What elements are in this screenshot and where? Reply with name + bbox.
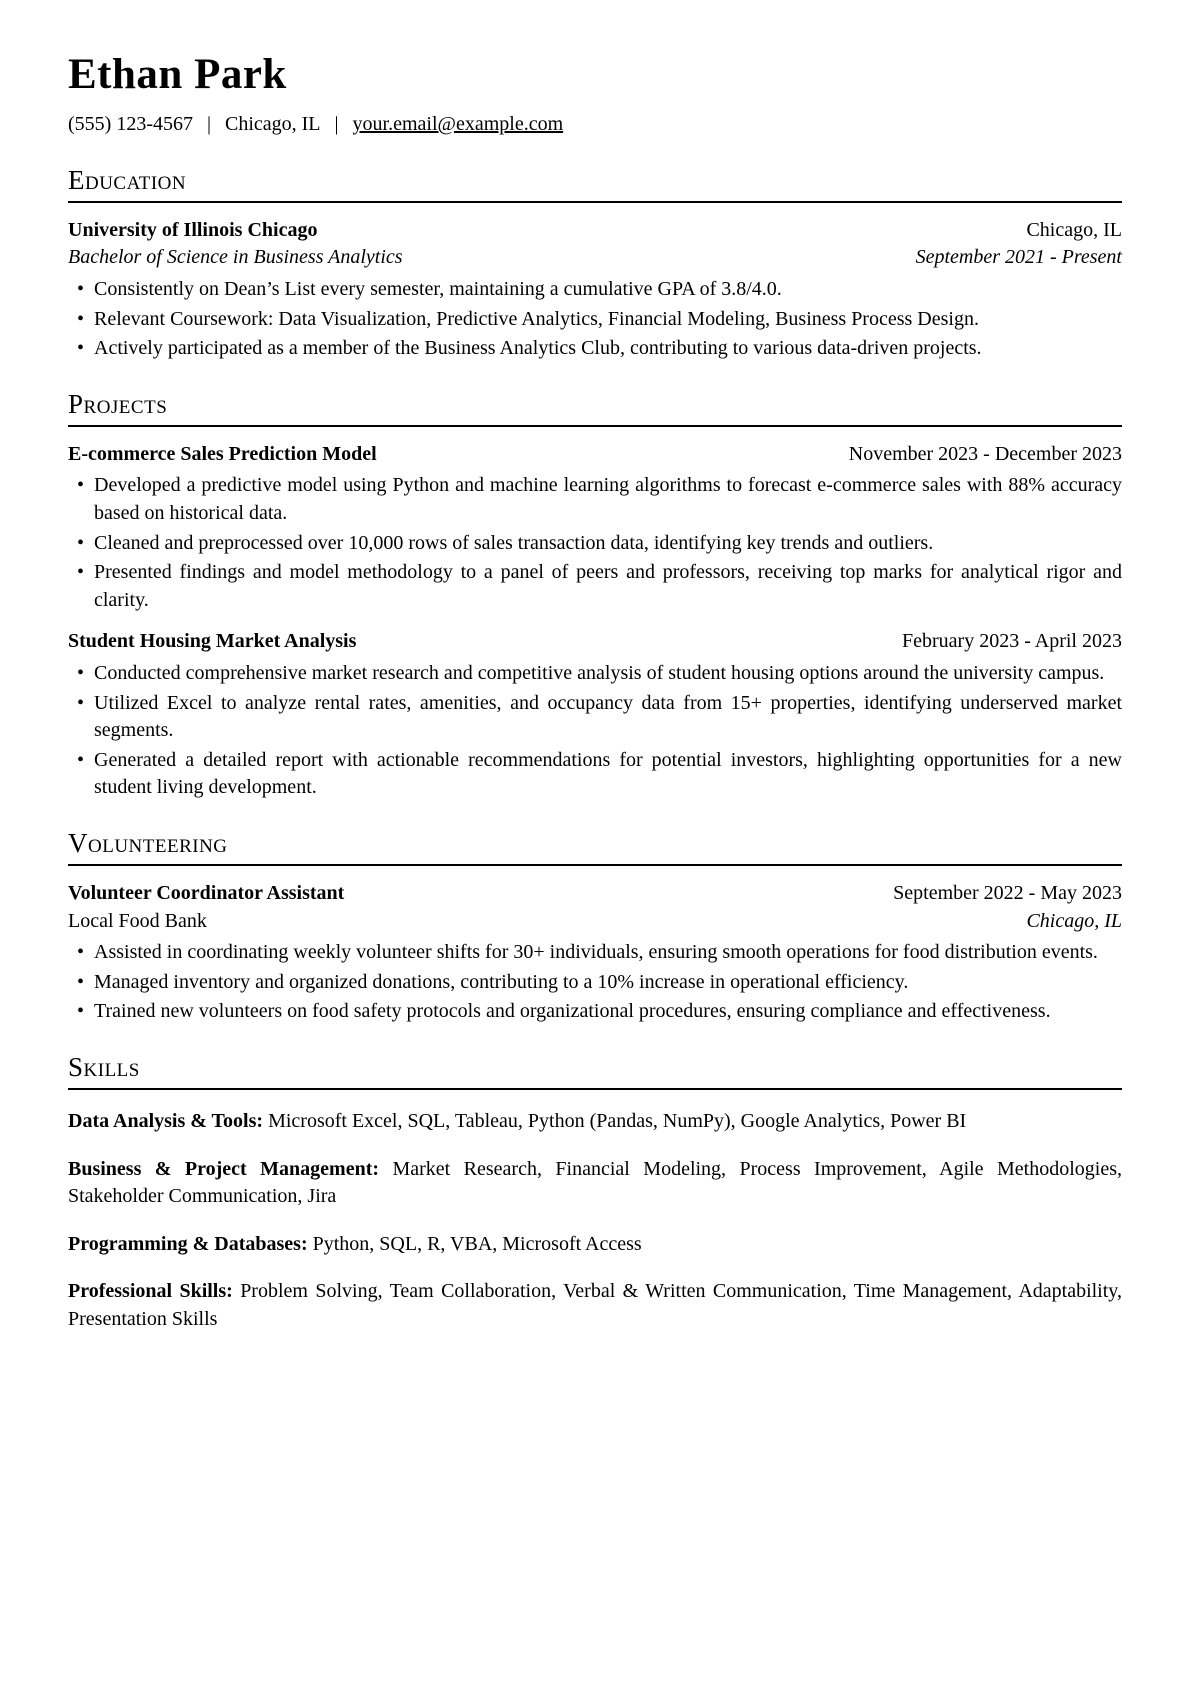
section-projects — [68, 389, 1122, 802]
bullet-item: • Cleaned and preprocessed over 10,000 rows of sales transaction data, identifying key trends and outliers. — [68, 530, 1122, 558]
skill-group — [68, 1231, 1122, 1259]
location-text: Chicago, IL — [225, 113, 321, 136]
section-title-volunteering: Volunteering — [68, 828, 1122, 866]
skill-group-label: Business & Project Management: — [68, 1157, 380, 1180]
entry-header-row — [68, 880, 1122, 908]
education-bullets — [68, 276, 1122, 363]
education-dates: September 2021 - Present — [915, 246, 1122, 269]
bullet-item: • Developed a predictive model using Python and machine learning algorithms to forecast e-commerce sales with 88% accuracy based on historical data. — [68, 472, 1122, 527]
bullet-item: • Managed inventory and organized donations, contributing to a 10% increase in operational efficiency. — [68, 969, 1122, 997]
project-name: Student Housing Market Analysis — [68, 630, 357, 653]
institution-name: University of Illinois Chicago — [68, 218, 318, 241]
skill-group-items: Problem Solving, Team Collaboration, Verbal & Written Communication, Time Management, Adaptability, Presentation Skills — [68, 1280, 1123, 1330]
organization-name: Local Food Bank — [68, 909, 207, 932]
bullet-item: • Presented findings and model methodology to a panel of peers and professors, receiving top marks for analytical rigor and clarity. — [68, 559, 1122, 614]
volunteer-role: Volunteer Coordinator Assistant — [68, 881, 345, 904]
project-bullets — [68, 660, 1122, 802]
institution-location: Chicago, IL — [1026, 218, 1122, 241]
project-bullets — [68, 472, 1122, 614]
project-dates: February 2023 - April 2023 — [902, 630, 1122, 653]
entry-header-row — [68, 441, 1122, 469]
skill-group-items: Microsoft Excel, SQL, Tableau, Python (Pandas, NumPy), Google Analytics, Power BI — [268, 1109, 967, 1132]
skill-group-label: Data Analysis & Tools: — [68, 1109, 264, 1132]
section-title-skills: Skills — [68, 1052, 1122, 1090]
bullet-item: • Conducted comprehensive market research and competitive analysis of student housing options around the university campus. — [68, 660, 1122, 688]
bullet-item: • Generated a detailed report with actionable recommendations for potential investors, highlighting opportunities for a new student living development. — [68, 747, 1122, 802]
volunteering-dates: September 2022 - May 2023 — [893, 881, 1122, 904]
project-entry — [68, 441, 1122, 615]
volunteering-entry — [68, 880, 1122, 1026]
bullet-item: • Actively participated as a member of the Business Analytics Club, contributing to various data-driven projects. — [68, 335, 1122, 363]
skill-group-label: Programming & Databases: — [68, 1232, 308, 1255]
project-entry — [68, 628, 1122, 802]
contact-line — [68, 111, 1122, 139]
bullet-item: • Consistently on Dean’s List every semester, maintaining a cumulative GPA of 3.8/4.0. — [68, 276, 1122, 304]
section-title-projects: Projects — [68, 389, 1122, 427]
section-education — [68, 165, 1122, 363]
separator-bar: | — [206, 113, 211, 136]
project-name: E-commerce Sales Prediction Model — [68, 442, 377, 465]
phone-number: (555) 123-4567 — [68, 113, 193, 136]
entry-subheader-row — [68, 908, 1122, 936]
entry-subheader-row — [68, 244, 1122, 272]
bullet-item: • Assisted in coordinating weekly volunteer shifts for 30+ individuals, ensuring smooth operations for food distribution events. — [68, 939, 1122, 967]
bullet-item: • Utilized Excel to analyze rental rates, amenities, and occupancy data from 15+ properties, identifying underserved market segments. — [68, 690, 1122, 745]
skill-group-label: Professional Skills: — [68, 1280, 233, 1303]
section-title-education: Education — [68, 165, 1122, 203]
section-skills — [68, 1052, 1122, 1334]
email-link[interactable]: your.email@example.com — [352, 113, 564, 136]
skill-group — [68, 1278, 1122, 1333]
section-volunteering — [68, 828, 1122, 1026]
volunteering-bullets — [68, 939, 1122, 1026]
bullet-item: • Trained new volunteers on food safety protocols and organizational procedures, ensuring compliance and effectiveness. — [68, 998, 1122, 1026]
skill-group — [68, 1108, 1122, 1136]
separator-bar: | — [334, 113, 339, 136]
skill-group-items: Python, SQL, R, VBA, Microsoft Access — [312, 1232, 642, 1255]
organization-location: Chicago, IL — [1026, 909, 1122, 932]
degree-name: Bachelor of Science in Business Analytics — [68, 246, 403, 269]
entry-header-row — [68, 628, 1122, 656]
education-entry — [68, 217, 1122, 363]
skill-group — [68, 1156, 1122, 1211]
project-dates: November 2023 - December 2023 — [848, 442, 1122, 465]
person-name: Ethan Park — [68, 51, 287, 98]
bullet-item: • Relevant Coursework: Data Visualization, Predictive Analytics, Financial Modeling, Business Process Design. — [68, 306, 1122, 334]
entry-header-row — [68, 217, 1122, 245]
skill-group-items: Market Research, Financial Modeling, Process Improvement, Agile Methodologies, Stakeholder Communication, Jira — [68, 1157, 1122, 1208]
